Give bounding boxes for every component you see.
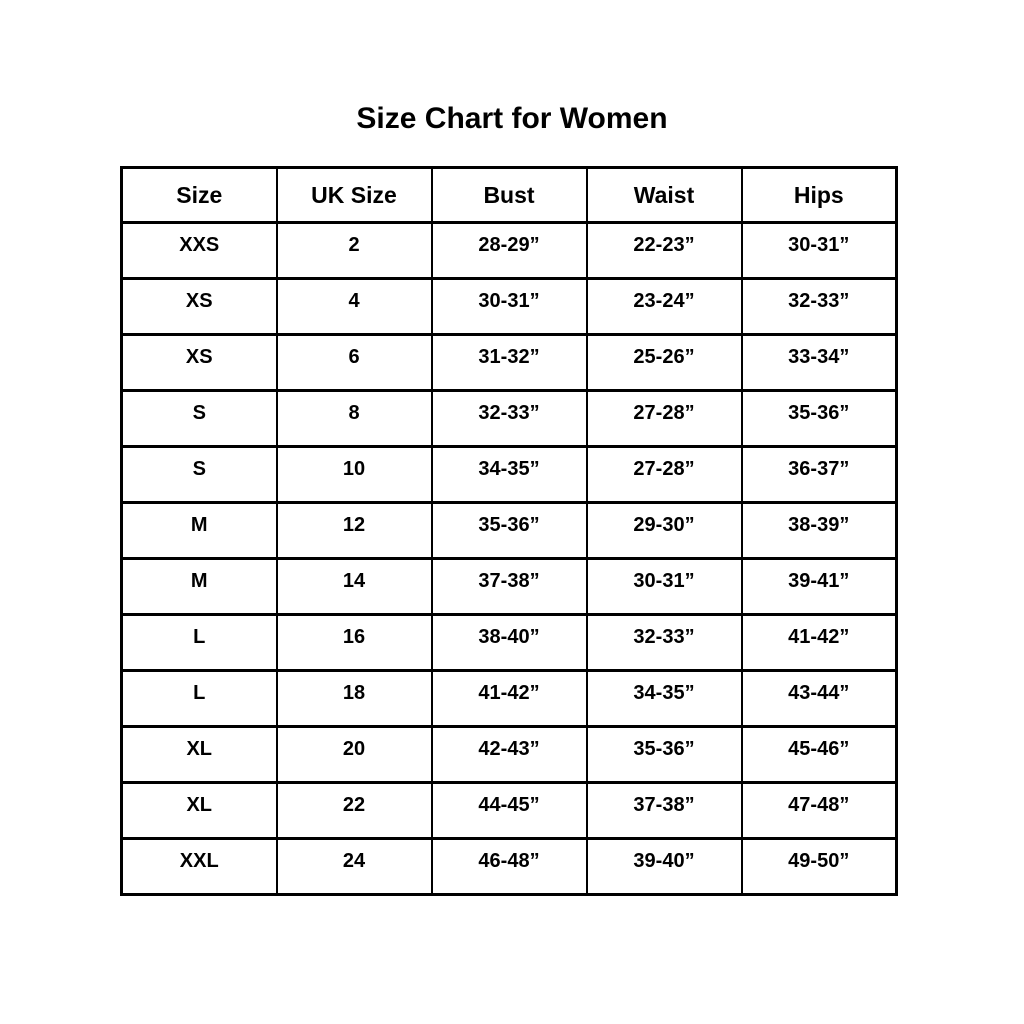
- table-cell: M: [122, 559, 277, 615]
- table-cell: 14: [277, 559, 432, 615]
- table-row: [122, 335, 897, 391]
- table-row: [122, 279, 897, 335]
- table-row: [122, 615, 897, 671]
- table-cell: 46-48”: [432, 839, 587, 895]
- table-cell: 10: [277, 447, 432, 503]
- table-cell: 30-31”: [587, 559, 742, 615]
- table-cell: 32-33”: [742, 279, 897, 335]
- table-cell: 23-24”: [587, 279, 742, 335]
- table-cell: 32-33”: [587, 615, 742, 671]
- table-cell: L: [122, 615, 277, 671]
- table-cell: 34-35”: [432, 447, 587, 503]
- table-cell: 12: [277, 503, 432, 559]
- table-cell: 16: [277, 615, 432, 671]
- table-cell: 39-41”: [742, 559, 897, 615]
- table-cell: 38-40”: [432, 615, 587, 671]
- header-cell-size: Size: [122, 168, 277, 223]
- table-cell: 38-39”: [742, 503, 897, 559]
- table-cell: 44-45”: [432, 783, 587, 839]
- table-header: [122, 168, 897, 223]
- table-cell: 41-42”: [432, 671, 587, 727]
- table-cell: XXL: [122, 839, 277, 895]
- table-cell: 18: [277, 671, 432, 727]
- table-cell: 35-36”: [432, 503, 587, 559]
- table-cell: 33-34”: [742, 335, 897, 391]
- table-cell: 31-32”: [432, 335, 587, 391]
- table-cell: 22-23”: [587, 223, 742, 279]
- table-cell: 8: [277, 391, 432, 447]
- table-cell: 27-28”: [587, 447, 742, 503]
- table-cell: 28-29”: [432, 223, 587, 279]
- table-cell: 4: [277, 279, 432, 335]
- header-cell-bust: Bust: [432, 168, 587, 223]
- table-cell: XL: [122, 783, 277, 839]
- table-cell: 49-50”: [742, 839, 897, 895]
- table-cell: 2: [277, 223, 432, 279]
- table-row: [122, 503, 897, 559]
- table-cell: 29-30”: [587, 503, 742, 559]
- table-cell: 22: [277, 783, 432, 839]
- table-row: [122, 223, 897, 279]
- table-cell: 45-46”: [742, 727, 897, 783]
- table-row: [122, 447, 897, 503]
- header-cell-uk-size: UK Size: [277, 168, 432, 223]
- table-cell: XS: [122, 279, 277, 335]
- page-title: Size Chart for Women: [356, 102, 668, 135]
- table-cell: 32-33”: [432, 391, 587, 447]
- table-row: [122, 559, 897, 615]
- table-row: [122, 727, 897, 783]
- table-cell: 25-26”: [587, 335, 742, 391]
- table-cell: S: [122, 391, 277, 447]
- header-cell-hips: Hips: [742, 168, 897, 223]
- table-cell: 42-43”: [432, 727, 587, 783]
- table-cell: 47-48”: [742, 783, 897, 839]
- table-row: [122, 783, 897, 839]
- header-cell-waist: Waist: [587, 168, 742, 223]
- table-cell: 30-31”: [742, 223, 897, 279]
- table-cell: M: [122, 503, 277, 559]
- table-cell: 30-31”: [432, 279, 587, 335]
- table-cell: 43-44”: [742, 671, 897, 727]
- table-cell: L: [122, 671, 277, 727]
- table-cell: 6: [277, 335, 432, 391]
- table-row: [122, 671, 897, 727]
- table-cell: 24: [277, 839, 432, 895]
- table-cell: S: [122, 447, 277, 503]
- table-cell: XL: [122, 727, 277, 783]
- table-body: [122, 223, 897, 895]
- table-cell: 34-35”: [587, 671, 742, 727]
- table-row: [122, 391, 897, 447]
- table-cell: XS: [122, 335, 277, 391]
- table-cell: 37-38”: [587, 783, 742, 839]
- table-cell: 35-36”: [742, 391, 897, 447]
- table-cell: XXS: [122, 223, 277, 279]
- table-cell: 41-42”: [742, 615, 897, 671]
- table-cell: 37-38”: [432, 559, 587, 615]
- header-row: [122, 168, 897, 223]
- table-cell: 39-40”: [587, 839, 742, 895]
- table-cell: 27-28”: [587, 391, 742, 447]
- table-cell: 20: [277, 727, 432, 783]
- table-row: [122, 839, 897, 895]
- table-cell: 35-36”: [587, 727, 742, 783]
- size-chart-table: [120, 166, 898, 896]
- table-cell: 36-37”: [742, 447, 897, 503]
